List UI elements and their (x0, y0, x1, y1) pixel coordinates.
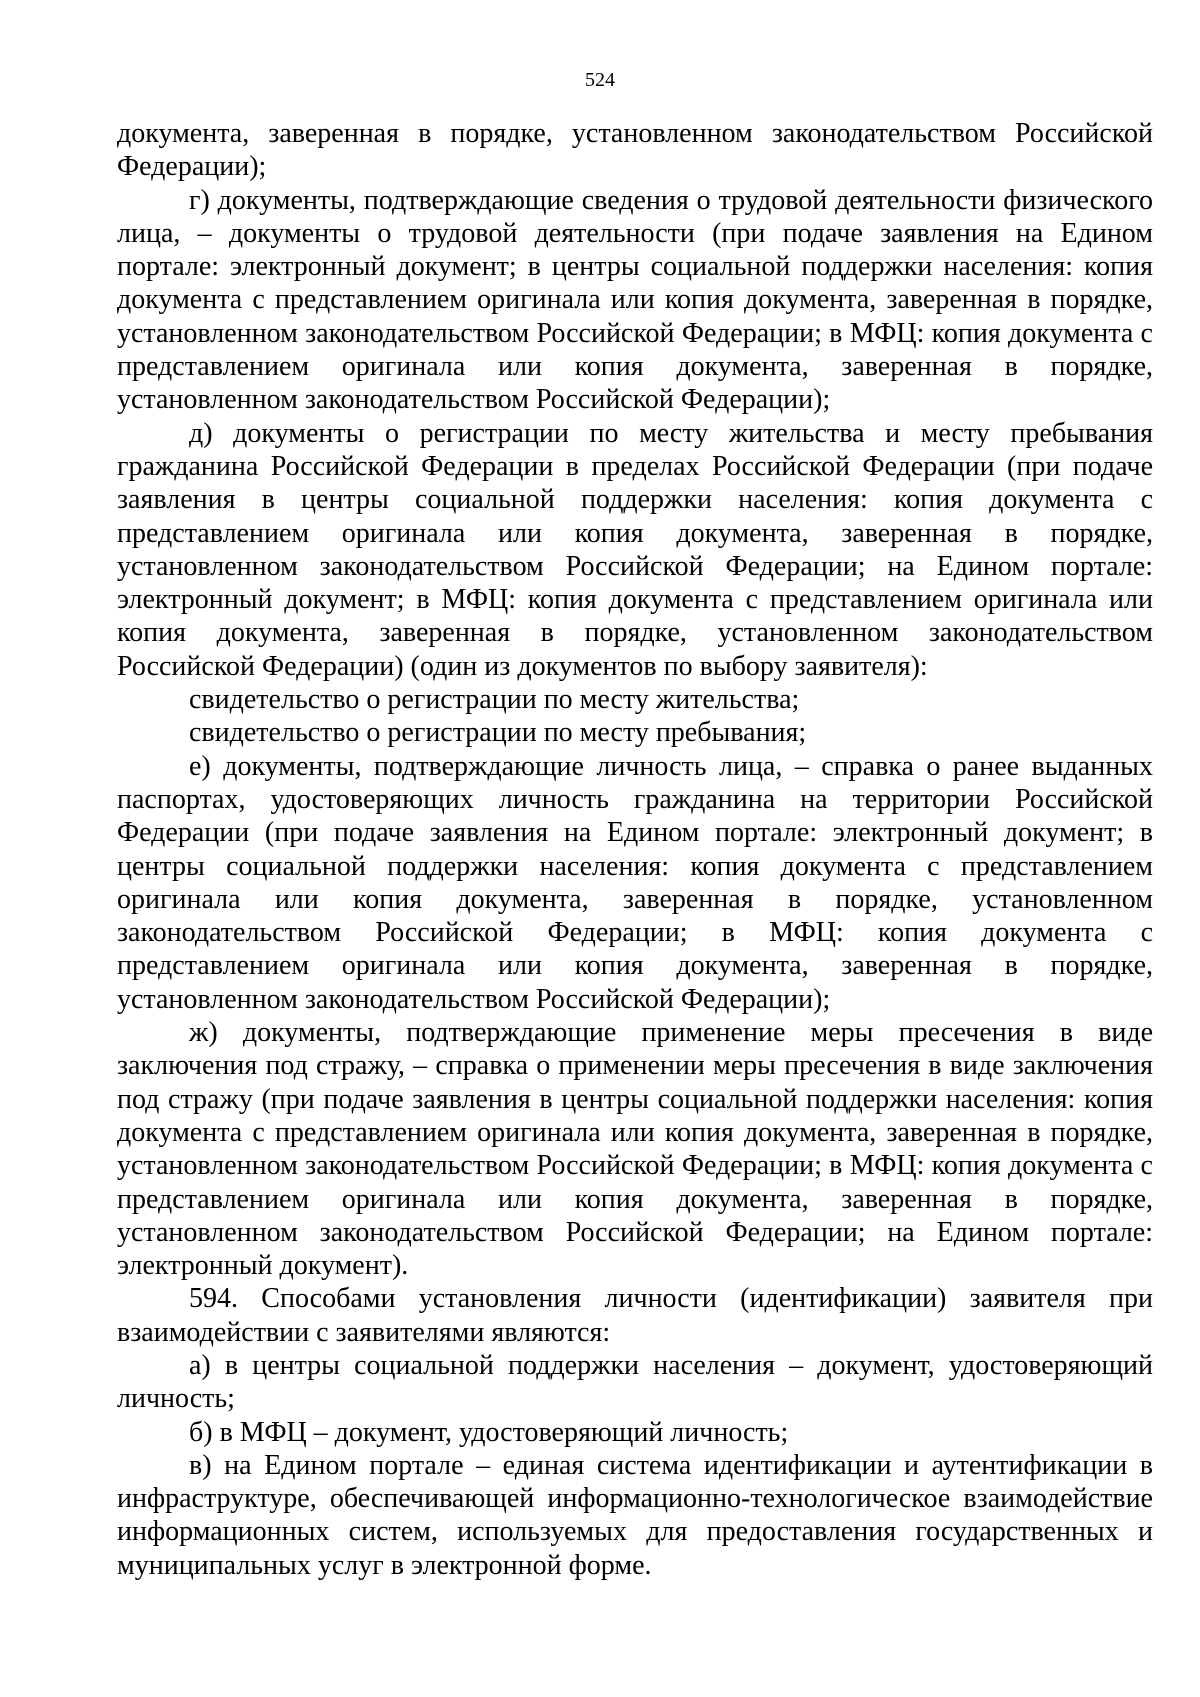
paragraph-item-v: в) на Едином портале – единая система идентификации и аутентификации в инфраструктуре, обеспечивающей информационно-технологическое взаимодействие информационных систем, используемых для предоставления государственных и муниципальных услуг в электронной форме. (117, 1449, 1153, 1581)
paragraph-item-b: б) в МФЦ – документ, удостоверяющий личность; (189, 1416, 789, 1448)
paragraph-item-e: е) документы, подтверждающие личность лица, – справка о ранее выданных паспортах, удостоверяющих личность гражданина на территории Российской Федерации (при подаче заявления на Едином портале: электронный документ; в центры социальной поддержки населения: копия документа с представлением оригинала или копия документа, заверенная в порядке, установленном законодательством Российской Федерации; в МФЦ: копия документа с представлением оригинала или копия документа, заверенная в порядке, установленном законодательством Российской Федерации); (117, 750, 1153, 1015)
paragraph-item-zh: ж) документы, подтверждающие применение меры пресечения в виде заключения под стражу, – справка о применении меры пресечения в виде заключения под стражу (при подаче заявления в центры социальной поддержки населения: копия документа с представлением оригинала или копия документа, заверенная в порядке, установленном законодательством Российской Федерации; в МФЦ: копия документа с представлением оригинала или копия документа, заверенная в порядке, установленном законодательством Российской Федерации; на Едином портале: электронный документ). (117, 1017, 1153, 1282)
paragraph-item-a: а) в центры социальной поддержки населения – документ, удостоверяющий личность; (117, 1349, 1153, 1415)
page-number: 524 (585, 69, 615, 91)
paragraph-continuation: документа, заверенная в порядке, установленном законодательством Российской Федерации); (117, 118, 1153, 183)
paragraph-section-594: 594. Способами установления личности (идентификации) заявителя при взаимодействии с заявителями являются: (117, 1283, 1153, 1348)
paragraph-item-d: д) документы о регистрации по месту жительства и месту пребывания гражданина Российской Федерации в пределах Российской Федерации (при подаче заявления в центры социальной поддержки населения: копия документа с представлением оригинала или копия документа, заверенная в порядке, установленном законодательством Российской Федерации; на Едином портале: электронный документ; в МФЦ: копия документа с представлением оригинала или копия документа, заверенная в порядке, установленном законодательством Российской Федерации) (один из документов по выбору заявителя): (117, 417, 1153, 682)
document-body (117, 117, 1153, 1582)
paragraph-stay-certificate: свидетельство о регистрации по месту пребывания; (189, 717, 807, 749)
paragraph-residence-certificate: свидетельство о регистрации по месту жительства; (189, 684, 800, 716)
paragraph-item-g: г) документы, подтверждающие сведения о трудовой деятельности физического лица, – документы о трудовой деятельности (при подаче заявления на Едином портале: электронный документ; в центры социальной поддержки населения: копия документа с представлением оригинала или копия документа, заверенная в порядке, установленном законодательством Российской Федерации; в МФЦ: копия документа с представлением оригинала или копия документа, заверенная в порядке, установленном законодательством Российской Федерации); (117, 184, 1153, 416)
